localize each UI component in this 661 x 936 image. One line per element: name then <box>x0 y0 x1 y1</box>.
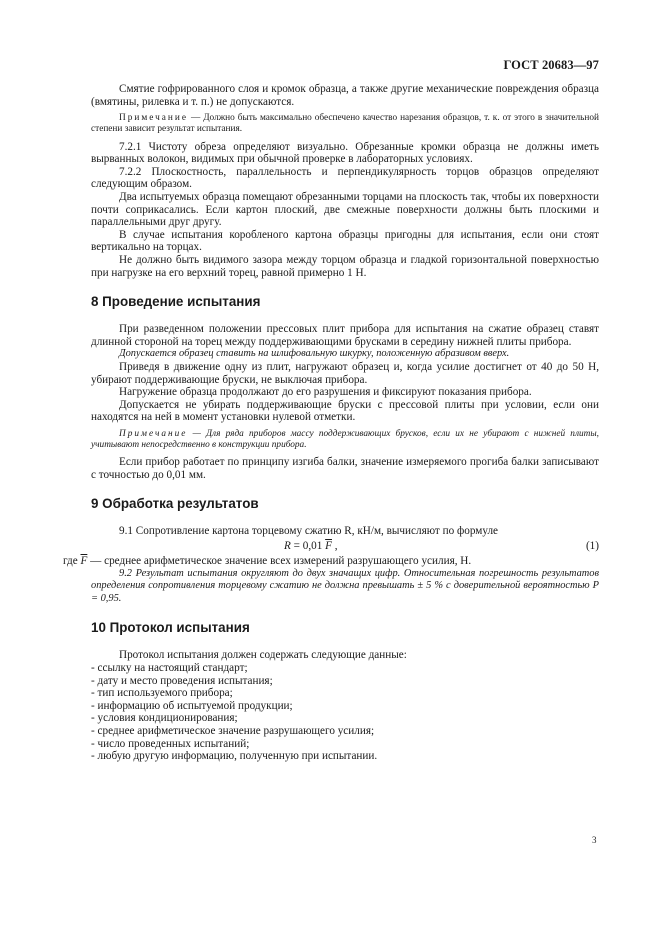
paragraph-gap: Не должно быть видимого зазора между торцом образца и гладкой горизонтальной поверхностью при нагрузке на его верхний торец, равной примерно 1 Н. <box>91 253 599 279</box>
section-10-heading: 10 Протокол испытания <box>91 620 250 636</box>
paragraph-9-1: 9.1 Сопротивление картона торцевому сжатию R, кН/м, вычисляют по формуле <box>119 525 498 538</box>
note-text: — Для ряда приборов массу поддерживающих брусков, если их не убирают с нижней плиты, учитывают непосредственно в конструкции прибора. <box>91 428 599 451</box>
paragraph-supports: Допускается не убирать поддерживающие бруски с прессовой плиты при условии, если они находятся на ней в момент установки нулевой отметки. <box>91 398 599 424</box>
formula <box>284 540 338 553</box>
list-item: - любую другую информацию, полученную при испытании. <box>91 750 378 763</box>
where-lead: где <box>63 555 81 568</box>
list-item: - дату и место проведения испытания; <box>91 674 273 687</box>
formula-lhs: R <box>284 540 291 553</box>
list-item: - число проведенных испытаний; <box>91 737 250 750</box>
formula-row <box>91 540 599 555</box>
list-item: - условия кондиционирования; <box>91 712 238 725</box>
paragraph-loading: Приведя в движение одну из плит, нагружают образец и, когда усилие достигнет от 40 до 50 Н, убирают поддерживающие бруски, не выключая прибора. <box>91 360 599 386</box>
where-var: $\overline{F}$ <box>80 555 88 568</box>
list-item: - ссылку на настоящий стандарт; <box>91 662 248 675</box>
list-item: - среднее арифметическое значение разрушающего усилия; <box>91 725 375 737</box>
paragraph-crush: Смятие гофрированного слоя и кромок образца, а также другие механические повреждения образца (вмятины, рилевка и т. п.) не допускаются. <box>91 83 599 108</box>
page-number: 3 <box>592 835 597 845</box>
list-item: - тип используемого прибора; <box>91 687 233 700</box>
note-label: Примечание <box>119 428 188 439</box>
page-content <box>63 83 599 763</box>
paragraph-9-2: 9.2 Результат испытания округляют до двух значащих цифр. Относительная погрешность результатов определения сопротивления торцевому сжатию не должна превышать ± 5 % с доверительной вероятностью P = 0,95. <box>91 567 599 604</box>
list-item: - информацию об испытуемой продукции; <box>91 699 293 712</box>
note-label: Примечание <box>119 113 188 124</box>
paragraph-7-2-1: 7.2.1 Чистоту обреза определяют визуально. Обрезанные кромки образца не должны иметь вырванных волокон, видимых при обычной проверке в лабораторных условиях. <box>91 140 599 166</box>
where-text: — среднее арифметическое значение всех измерений разрушающего усилия, Н. <box>87 555 472 568</box>
paragraph-plates: При разведенном положении прессовых плит прибора для испытания на сжатие образец ставят длинной стороной на торец между поддерживающими брусками в середину нижней плиты прибора. <box>91 323 599 348</box>
paragraph-protocol-intro: Протокол испытания должен содержать следующие данные: <box>119 649 407 662</box>
formula-var: $\overline{F}$ <box>325 540 332 553</box>
protocol-list <box>91 662 599 763</box>
formula-tail: , <box>331 540 338 553</box>
paragraph-two-samples: Два испытуемых образца помещают обрезанными торцами на плоскость так, чтобы их поверхности почти соприкасались. Если картон плоский, две смежные поверхности должны быть плоскими и параллельными друг другу. <box>91 190 599 229</box>
equation-number: (1) <box>585 540 599 553</box>
document-id: ГОСТ 20683—97 <box>503 58 599 72</box>
note-cutting <box>91 113 599 135</box>
paragraph-sandpaper: Допускается образец ставить на шлифовальную шкурку, положенную абразивом вверх. <box>119 348 510 360</box>
paragraph-7-2-2: 7.2.2 Плоскостность, параллельность и перпендикулярность торцов образцов определяют следующим образом. <box>91 165 599 191</box>
section-8-heading: 8 Проведение испытания <box>91 294 261 310</box>
section-9-heading: 9 Обработка результатов <box>91 496 259 512</box>
note-text: — Должно быть максимально обеспечено качество нарезания образцов, т. к. от этого в значительной степени зависит результат испытания. <box>91 113 599 135</box>
paragraph-warped: В случае испытания коробленого картона образцы пригодны для испытания, если они стоят вертикально на торцах. <box>91 228 599 254</box>
formula-mid: = 0,01 <box>290 540 326 553</box>
paragraph-where <box>63 555 599 568</box>
paragraph-beam: Если прибор работает по принципу изгиба балки, значение измеряемого прогиба балки записывают с точностью до 0,01 мм. <box>91 456 599 481</box>
note-supports <box>91 429 599 451</box>
paragraph-destruction: Нагружение образца продолжают до его разрушения и фиксируют показания прибора. <box>119 386 532 399</box>
